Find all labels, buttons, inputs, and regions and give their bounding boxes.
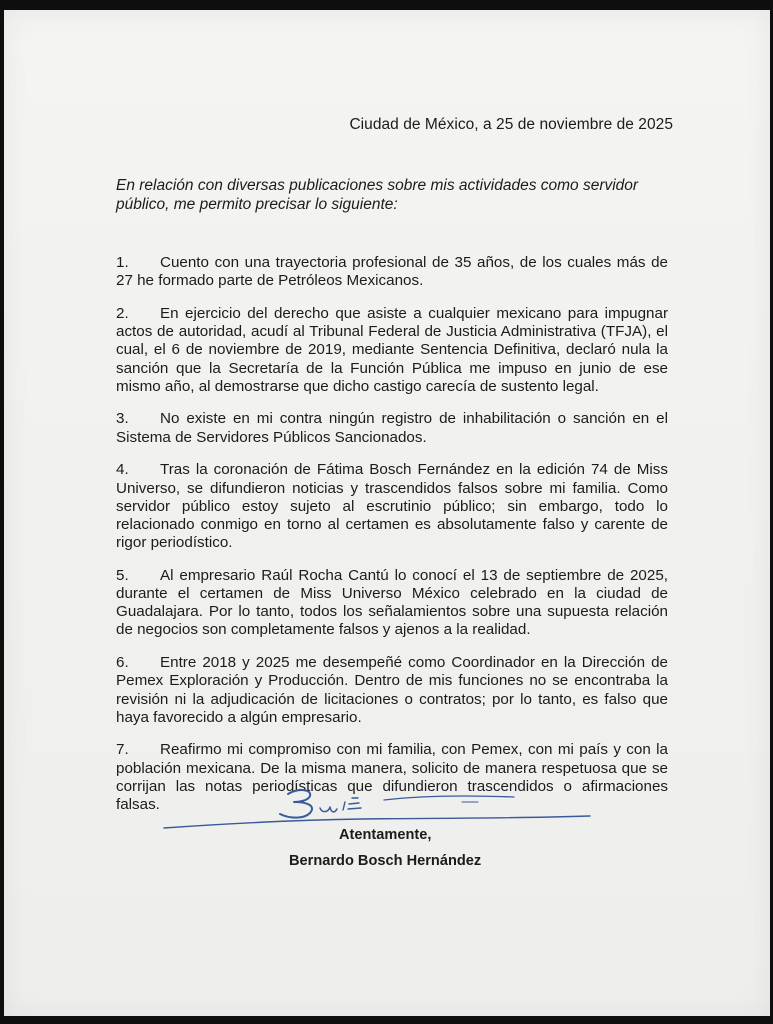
point-text: Tras la coronación de Fátima Bosch Fernández en la edición 74 de Miss Universo, se difundieron noticias y trascendidos falsos sobre mi familia. Como servidor público estoy sujeto al escrutinio público; sin embargo, todo lo relacionado conmigo en torno al certamen es absolutamente falso y carente de rigor periodístico.: [116, 461, 668, 552]
point-text: Reafirmo mi compromiso con mi familia, con Pemex, con mi país y con la población mexicana. De la misma manera, solicito de manera respetuosa que se corrijan las notas periodísticas que difundieron trascendidos o afirmaciones falsas.: [116, 741, 668, 814]
point-1: [116, 254, 668, 290]
point-text: En ejercicio del derecho que asiste a cualquier mexicano para impugnar actos de autoridad, acudí al Tribunal Federal de Justicia Administrativa (TFJA), el cual, el 6 de noviembre de 2019, mediante Sentencia Definitiva, declaró nula la sanción que la Secretaría de la Función Pública me impuso en junio de ese mismo año, al demostrarse que dicho castigo carecía de sustento legal.: [116, 304, 668, 395]
point-number: 6.: [116, 654, 129, 672]
signer-name: Bernardo Bosch Hernández: [289, 853, 482, 869]
point-text: Entre 2018 y 2025 me desempeñé como Coordinador en la Dirección de Pemex Exploración y Producción. Dentro de mis funciones no se encontraba la revisión ni la adjudicación de licitaciones o contratos; por lo tanto, es falso que haya favorecido a algún empresario.: [116, 654, 668, 726]
point-number: 5.: [116, 566, 129, 584]
point-number: 7.: [116, 741, 129, 759]
date-line: Ciudad de México, a 25 de noviembre de 2025: [349, 116, 673, 133]
intro-paragraph: En relación con diversas publicaciones sobre mis actividades como servidor público, me permito precisar lo siguiente:: [116, 177, 639, 213]
point-6: [116, 654, 668, 727]
closing: Atentamente,: [339, 827, 432, 843]
point-number: 3.: [116, 410, 129, 428]
point-text: Cuento con una trayectoria profesional de 35 años, de los cuales más de 27 he formado parte de Petróleos Mexicanos.: [116, 254, 668, 290]
point-4: [116, 461, 668, 552]
point-3: [116, 410, 668, 446]
numbered-points: [116, 254, 668, 829]
point-5: [116, 567, 668, 640]
point-text: No existe en mi contra ningún registro de inhabilitación o sanción en el Sistema de Servidores Públicos Sancionados.: [116, 410, 668, 446]
point-number: 2.: [116, 304, 129, 322]
point-number: 1.: [116, 254, 129, 271]
point-2: [116, 305, 668, 396]
point-text: Al empresario Raúl Rocha Cantú lo conocí el 13 de septiembre de 2025, durante el certamen de Miss Universo México celebrado en la ciudad de Guadalajara. Por lo tanto, todos los señalamientos sobre una supuesta relación de negocios son completamente falsos y ajenos a la realidad.: [116, 566, 668, 639]
point-number: 4.: [116, 461, 129, 479]
